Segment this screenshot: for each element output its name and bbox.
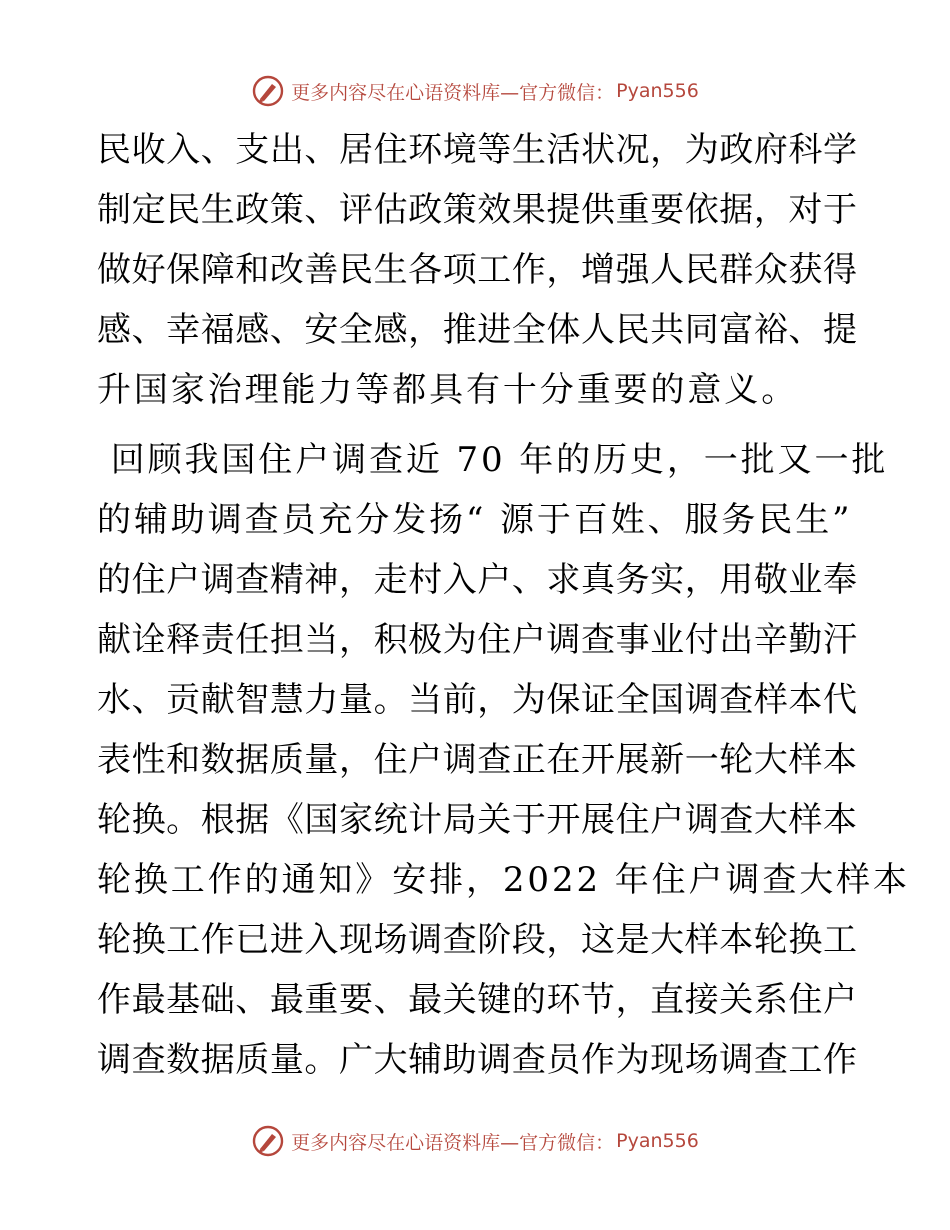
text-line: 做好保障和改善民生各项工作，增强人民群众获得 — [97, 250, 857, 290]
document-body — [97, 120, 910, 1090]
text-line: 作最基础、最重要、最关键的环节，直接关系住户 — [97, 980, 857, 1020]
paragraph-1 — [97, 120, 857, 420]
header-watermark — [0, 74, 950, 108]
pen-circle-logo-icon — [251, 1124, 285, 1158]
text-line: 制定民生政策、评估政策效果提供重要依据，对于 — [97, 190, 857, 230]
text-line: 轮换工作已进入现场调查阶段，这是大样本轮换工 — [97, 920, 857, 960]
text-line: 感、幸福感、安全感，推进全体人民共同富裕、提 — [97, 310, 857, 350]
watermark-text: 更多内容尽在心语资料库—官方微信： — [291, 81, 615, 104]
text-line: 轮换工作的通知》安排，2022 年住户调查大样本 — [97, 860, 910, 900]
text-line: 民收入、支出、居住环境等生活状况，为政府科学 — [97, 130, 857, 170]
text-line: 升国家治理能力等都具有十分重要的意义。 — [97, 370, 799, 410]
text-line: 表性和数据质量，住户调查正在开展新一轮大样本 — [97, 740, 857, 780]
text-line: 回顾我国住户调查近 70 年的历史，一批又一批 — [97, 440, 889, 480]
pen-circle-logo-icon — [251, 74, 285, 108]
watermark-account: Pyan556 — [616, 1130, 699, 1152]
text-line: 水、贡献智慧力量。当前，为保证全国调查样本代 — [97, 680, 857, 720]
text-line: 调查数据质量。广大辅助调查员作为现场调查工作 — [97, 1040, 857, 1080]
text-line: 轮换。根据《国家统计局关于开展住户调查大样本 — [97, 800, 857, 840]
watermark-account: Pyan556 — [616, 80, 699, 102]
footer-watermark — [0, 1124, 950, 1158]
watermark-text: 更多内容尽在心语资料库—官方微信： — [291, 1131, 615, 1154]
text-line: 献诠释责任担当，积极为住户调查事业付出辛勤汗 — [97, 620, 857, 660]
text-line: 的住户调查精神，走村入户、求真务实，用敬业奉 — [97, 560, 857, 600]
text-line: 的辅助调查员充分发扬“ 源于百姓、服务民生” — [97, 500, 853, 540]
paragraph-2 — [97, 430, 910, 1090]
